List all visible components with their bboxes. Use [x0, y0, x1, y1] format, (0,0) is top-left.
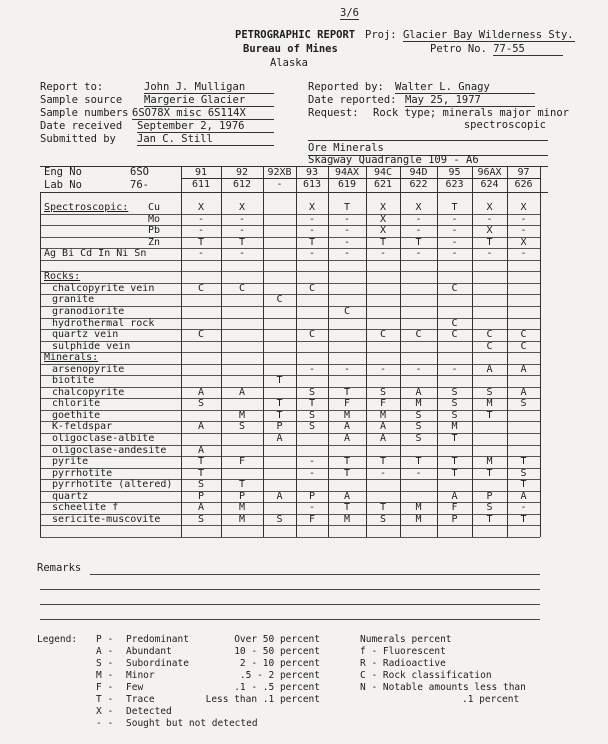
eng-no-3: 93 — [305, 167, 319, 178]
lab-no-2: - — [276, 179, 283, 190]
table-cell: T — [343, 386, 351, 398]
table-cell: M — [343, 513, 351, 525]
table-cell: T — [308, 398, 316, 410]
table-cell: - — [520, 502, 527, 514]
table-cell: F — [308, 513, 316, 525]
table-cell: T — [238, 236, 246, 248]
table-cell: S — [486, 386, 493, 398]
table-cell: A — [238, 386, 246, 398]
table-cell: M — [486, 456, 493, 468]
table-cell: A — [343, 433, 351, 444]
table-cell: - — [343, 248, 351, 260]
row-label: oligoclase-andesite — [52, 444, 167, 456]
table-cell: S — [415, 409, 422, 421]
table-cell: - — [308, 502, 316, 514]
request-value-2: spectroscopic — [463, 119, 546, 131]
table-cell: T — [343, 467, 351, 479]
table-cell: T — [276, 398, 283, 410]
table-cell: - — [379, 248, 387, 260]
table-cell: X — [308, 202, 316, 213]
table-cell: - — [520, 225, 527, 237]
table-cell: S — [308, 421, 316, 433]
table-cell: - — [415, 225, 422, 237]
table-cell: T — [451, 456, 458, 468]
row-label: pyrite — [52, 456, 89, 468]
table-cell: - — [415, 248, 422, 260]
table-cell: M — [486, 398, 493, 410]
table-cell: - — [308, 248, 316, 260]
project-label: Proj: — [365, 29, 397, 41]
table-cell: - — [451, 225, 458, 237]
state-name: Alaska — [270, 57, 308, 69]
table-cell: F — [343, 398, 351, 410]
row-label: goethite — [52, 409, 101, 421]
legend-note: R - Radioactive — [360, 658, 446, 669]
petro-field — [430, 43, 563, 56]
info-right — [308, 81, 569, 131]
row-element: Cu — [148, 202, 161, 213]
table-cell: S — [308, 386, 316, 398]
table-cell: T — [343, 456, 351, 468]
eng-no-0: 91 — [194, 167, 208, 178]
legend-item: P - Predominant — [96, 634, 189, 645]
row-label: biotite — [52, 375, 95, 387]
table-cell: T — [308, 236, 316, 248]
table-cell: - — [343, 225, 351, 237]
table-cell: C — [451, 317, 458, 329]
row-label: Minerals: — [44, 352, 99, 364]
table-cell: P — [197, 490, 205, 502]
table-cell: T — [276, 375, 283, 387]
legend-amount: .1 - .5 percent — [234, 682, 320, 693]
table-cell: S — [308, 409, 316, 421]
table-cell: - — [238, 225, 246, 237]
table-cell: - — [308, 225, 316, 237]
table-cell: A — [379, 421, 387, 433]
row-label: granite — [52, 294, 95, 306]
row-label: chalcopyrite vein — [52, 282, 155, 294]
table-cell: C — [308, 282, 316, 294]
legend-title: Legend: — [37, 634, 78, 645]
table-cell: C — [486, 340, 493, 352]
table-cell: - — [197, 248, 205, 260]
table-cell: X — [197, 202, 205, 213]
table-cell: M — [379, 409, 387, 421]
table-cell: M — [415, 398, 422, 410]
table-cell: - — [343, 236, 351, 248]
table-cell: M — [238, 409, 246, 421]
table-cell: C — [415, 329, 422, 341]
table-cell: T — [451, 202, 458, 213]
table-cell: C — [486, 329, 493, 341]
table-cell: S — [415, 421, 422, 433]
table-cell: A — [197, 502, 205, 514]
page-number: 3/6 — [340, 7, 359, 19]
lab-no-prefix: 76- — [130, 179, 149, 191]
table-cell: C — [197, 282, 205, 294]
table-cell: C — [308, 329, 316, 341]
project-field — [365, 29, 575, 42]
table-cell: M — [415, 513, 422, 525]
table-cell: T — [486, 467, 493, 479]
row-label: granodiorite — [52, 305, 125, 317]
legend-item: - - Sought but not detected — [96, 718, 258, 729]
table-cell: C — [451, 282, 458, 294]
eng-no-4: 94AX — [334, 167, 360, 178]
table-cell: X — [415, 202, 422, 213]
table-cell: M — [238, 502, 246, 514]
row-label: pyrrhotite — [52, 467, 113, 479]
table-cell: C — [520, 329, 527, 341]
table-cell: - — [486, 213, 493, 225]
table-cell: C — [343, 305, 351, 317]
row-label: Spectroscopic: — [44, 202, 129, 213]
table-cell: - — [308, 456, 316, 468]
table-cell: T — [486, 409, 493, 421]
table-cell: - — [308, 363, 316, 375]
lab-no-label: Lab No — [44, 179, 82, 191]
table-cell: X — [379, 213, 387, 225]
table-cell: T — [343, 202, 351, 213]
table-cell: C — [197, 329, 205, 341]
table-cell: X — [486, 202, 493, 213]
table-cell: A — [276, 433, 283, 444]
table-cell: S — [379, 513, 387, 525]
row-element: Pb — [148, 225, 161, 237]
table-cell: P — [238, 490, 246, 502]
table-cell: M — [238, 513, 246, 525]
table-cell: T — [276, 409, 283, 421]
table-cell: A — [451, 490, 458, 502]
table-cell: T — [415, 236, 422, 248]
table-cell: T — [520, 456, 527, 468]
table-cell: - — [520, 248, 527, 260]
table-cell: A — [197, 421, 205, 433]
bureau-name: Bureau of Mines — [243, 43, 338, 55]
lab-no-5: 621 — [373, 179, 393, 190]
row-label: oligoclase-albite — [52, 433, 155, 444]
date-received-value: September 2, 1976 — [137, 120, 274, 133]
row-label: quartz vein — [52, 329, 119, 341]
submitted-by-value: Jan C. Still — [137, 133, 274, 146]
table-cell: P — [308, 490, 316, 502]
table-cell: - — [415, 363, 422, 375]
table-cell: T — [451, 467, 458, 479]
request-value: Rock type; minerals major minor — [373, 107, 569, 119]
legend-item: S - Subordinate — [96, 658, 189, 669]
table-cell: A — [343, 421, 351, 433]
row-label: Ag Bi Cd In Ni Sn — [44, 248, 147, 260]
sample-source-value: Margerie Glacier — [144, 94, 274, 107]
row-element: Mo — [148, 213, 161, 225]
table-cell: F — [238, 456, 246, 468]
lab-no-9: 626 — [514, 179, 533, 190]
table-cell: - — [451, 213, 458, 225]
legend-note: C - Rock classification — [360, 670, 492, 681]
table-cell: A — [415, 386, 422, 398]
sample-source-row: Sample source Margerie Glacier — [40, 94, 274, 107]
table-cell: X — [238, 202, 246, 213]
table-cell: - — [308, 213, 316, 225]
table-cell: - — [415, 467, 422, 479]
legend-note: f - Fluorescent — [360, 646, 446, 657]
remarks-label: Remarks — [37, 562, 82, 574]
legend-item: A - Abundant — [96, 646, 172, 657]
eng-no-8: 96AX — [477, 167, 502, 178]
lab-no-0: 611 — [191, 179, 211, 190]
table-cell: T — [520, 479, 527, 491]
quadrangle-label: Skagway Quadrangle 109 - A6 — [308, 154, 479, 166]
table-cell: S — [520, 467, 527, 479]
legend-amount: 2 - 10 percent — [239, 658, 320, 669]
row-label: pyrrhotite (altered) — [52, 479, 173, 491]
row-label: quartz — [52, 490, 89, 502]
table-cell: T — [238, 479, 246, 491]
reported-by-value: Walter L. Gnagy — [395, 81, 535, 94]
table-cell: - — [308, 467, 316, 479]
ore-minerals-heading: Ore Minerals — [308, 142, 384, 154]
table-cell: M — [343, 409, 351, 421]
table-cell: C — [276, 294, 283, 306]
table-cell: S — [451, 398, 458, 410]
legend-item: T - Trace — [96, 694, 155, 705]
eng-no-7: 95 — [448, 167, 461, 178]
lab-no-4: 619 — [337, 179, 357, 190]
row-label: scheelite f — [52, 502, 119, 514]
lab-no-7: 623 — [445, 179, 464, 190]
table-cell: T — [197, 236, 205, 248]
table-cell: C — [379, 329, 387, 341]
legend-amount: .5 - 2 percent — [239, 670, 320, 681]
legend-note: .1 percent — [462, 694, 520, 705]
table-cell: A — [197, 444, 205, 456]
table-cell: T — [451, 433, 458, 444]
eng-no-1: 92 — [235, 167, 249, 178]
request-row: Request: Rock type; minerals major minor — [308, 107, 569, 119]
project-value: Glacier Bay Wilderness Sty. — [402, 29, 574, 41]
eng-no-6: 94D — [409, 167, 428, 178]
report-title: PETROGRAPHIC REPORT — [235, 29, 356, 41]
legend-note: N - Notable amounts less than — [360, 682, 526, 693]
table-cell: M — [451, 421, 458, 433]
report-to-value: John J. Mulligan — [144, 81, 274, 94]
legend-item: M - Minor — [96, 670, 155, 681]
table-cell: A — [486, 363, 493, 375]
date-reported-row: Date reported: May 25, 1977 — [308, 94, 569, 107]
table-cell: S — [520, 398, 527, 410]
table-cell: - — [197, 225, 205, 237]
eng-no-2: 92XB — [267, 167, 292, 178]
table-cell: S — [238, 421, 246, 433]
table-cell: F — [379, 398, 387, 410]
petro-label: Petro No. — [430, 43, 487, 55]
table-cell: T — [379, 456, 387, 468]
row-label: hydrothermal rock — [52, 317, 155, 329]
table-cell: T — [343, 502, 351, 514]
table-cell: S — [415, 433, 422, 444]
table-cell: S — [451, 386, 458, 398]
row-label: arsenopyrite — [52, 363, 125, 375]
table-cell: T — [197, 456, 205, 468]
date-received-row: Date received September 2, 1976 — [40, 120, 274, 133]
table-cell: - — [520, 213, 527, 225]
table-cell: F — [451, 502, 458, 514]
lab-no-3: 613 — [302, 179, 322, 190]
submitted-by-row: Submitted by Jan C. Still — [40, 133, 274, 146]
table-cell: - — [379, 467, 387, 479]
table-cell: S — [276, 513, 283, 525]
eng-no-prefix: 6SO — [130, 166, 149, 178]
table-cell: T — [379, 502, 387, 514]
eng-no-label: Eng No — [44, 166, 82, 178]
table-cell: P — [276, 421, 283, 433]
table-cell: S — [197, 398, 205, 410]
row-label: sericite-muscovite — [52, 513, 161, 525]
table-cell: - — [238, 248, 246, 260]
eng-no-5: 94C — [373, 167, 393, 178]
legend-item: F - Few — [96, 682, 144, 693]
table-cell: T — [197, 467, 205, 479]
table-cell: S — [197, 513, 205, 525]
table-cell: A — [276, 490, 283, 502]
table-cell: X — [379, 225, 387, 237]
table-cell: X — [520, 236, 527, 248]
table-cell: C — [238, 282, 246, 294]
table-cell: X — [520, 202, 527, 213]
row-label: chlorite — [52, 398, 101, 410]
table-cell: T — [486, 513, 493, 525]
table-cell: T — [415, 456, 422, 468]
table-cell: T — [486, 236, 493, 248]
sample-numbers-value: 6SO78X misc 6S114X — [132, 107, 274, 120]
table-cell: S — [379, 386, 387, 398]
table-cell: T — [379, 236, 387, 248]
row-element: Zn — [148, 236, 161, 248]
row-label: sulphide vein — [52, 340, 131, 352]
table-cell: - — [486, 248, 493, 260]
table-cell: A — [520, 490, 527, 502]
legend-item: X - Detected — [96, 706, 172, 717]
table-cell: S — [451, 409, 458, 421]
date-reported-value: May 25, 1977 — [405, 94, 535, 107]
table-cell: - — [197, 213, 205, 225]
table-cell: - — [451, 236, 458, 248]
sample-numbers-row: Sample numbers 6SO78X misc 6S114X — [40, 107, 274, 120]
info-left — [40, 81, 274, 146]
table-cell: A — [343, 490, 351, 502]
table-cell: A — [197, 386, 205, 398]
table-cell: P — [486, 490, 493, 502]
table-cell: S — [197, 479, 205, 491]
report-to-row: Report to: John J. Mulligan — [40, 81, 274, 94]
table-cell: P — [451, 513, 458, 525]
table-cell: S — [486, 502, 493, 514]
table-cell: T — [520, 513, 527, 525]
lab-no-6: 622 — [409, 179, 428, 190]
lab-no-8: 624 — [480, 179, 499, 190]
table-cell: - — [379, 363, 387, 375]
table-cell: A — [379, 433, 387, 444]
lab-no-1: 612 — [232, 179, 252, 190]
table-cell: - — [343, 213, 351, 225]
table-cell: - — [451, 248, 458, 260]
table-cell: - — [343, 363, 351, 375]
legend-amount: 10 - 50 percent — [234, 646, 320, 657]
legend-note: Numerals percent — [360, 634, 452, 645]
petro-value: 77-55 — [493, 43, 563, 56]
legend-amount: Less than .1 percent — [205, 694, 320, 705]
table-cell: C — [520, 340, 527, 352]
table-cell: - — [238, 213, 246, 225]
legend-amount: Over 50 percent — [234, 634, 320, 645]
eng-no-9: 97 — [517, 167, 530, 178]
table-cell: C — [451, 329, 458, 341]
row-label: chalcopyrite — [52, 386, 125, 398]
reported-by-row: Reported by: Walter L. Gnagy — [308, 81, 569, 94]
table-cell: A — [520, 363, 527, 375]
table-cell: A — [520, 386, 527, 398]
table-cell: X — [379, 202, 387, 213]
table-cell: X — [486, 225, 493, 237]
table-cell: - — [415, 213, 422, 225]
table-cell: - — [451, 363, 458, 375]
table-cell: M — [415, 502, 422, 514]
row-label: Rocks: — [44, 271, 81, 283]
row-label: K-feldspar — [52, 421, 113, 433]
